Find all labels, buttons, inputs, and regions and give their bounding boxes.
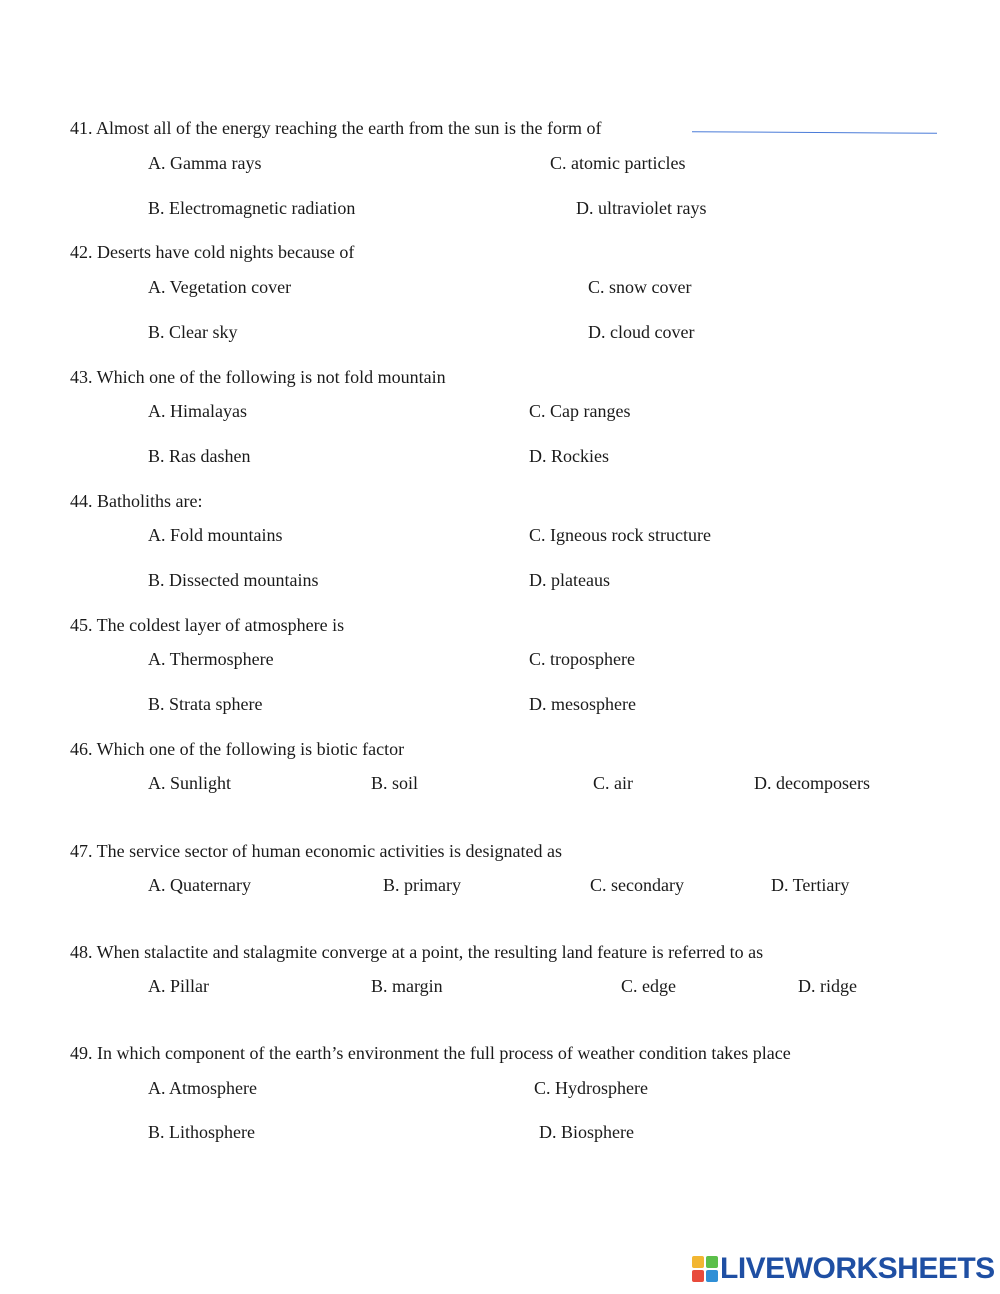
option-42-c: C. snow cover [588, 277, 692, 297]
logo-text: LIVEWORKSHEETS [720, 1252, 995, 1285]
option-45-d: D. mesosphere [529, 694, 636, 714]
option-45-b: B. Strata sphere [148, 694, 263, 714]
question-48: 48. When stalactite and stalagmite converge at a point, the resulting land feature is referred to as [70, 942, 764, 962]
option-46-c: C. air [593, 773, 633, 793]
option-41-c: C. atomic particles [550, 153, 686, 173]
question-45: 45. The coldest layer of atmosphere is [70, 615, 345, 635]
question-41: 41. Almost all of the energy reaching the earth from the sun is the form of [70, 118, 602, 138]
option-43-d: D. Rockies [529, 446, 609, 466]
option-48-d: D. ridge [798, 976, 857, 996]
option-48-b: B. margin [371, 976, 443, 996]
option-46-b: B. soil [371, 773, 419, 793]
option-45-a: A. Thermosphere [148, 649, 274, 669]
option-46-a: A. Sunlight [148, 773, 232, 793]
logo-square-yellow [692, 1256, 704, 1268]
question-49: 49. In which component of the earth’s environment the full process of weather condition takes place [70, 1043, 791, 1063]
question-47: 47. The service sector of human economic activities is designated as [70, 841, 563, 861]
option-41-d: D. ultraviolet rays [576, 198, 707, 218]
option-42-a: A. Vegetation cover [148, 277, 292, 297]
liveworksheets-logo[interactable] [692, 1252, 995, 1286]
question-42: 42. Deserts have cold nights because of [70, 242, 355, 262]
answer-blank-line[interactable] [692, 131, 937, 133]
option-48-a: A. Pillar [148, 976, 209, 996]
question-46: 46. Which one of the following is biotic factor [70, 739, 405, 759]
option-42-d: D. cloud cover [588, 322, 695, 342]
option-41-a: A. Gamma rays [148, 153, 262, 173]
option-44-c: C. Igneous rock structure [529, 525, 711, 545]
question-43: 43. Which one of the following is not fold mountain [70, 367, 446, 387]
logo-grid-icon [692, 1256, 718, 1282]
option-47-b: B. primary [383, 875, 461, 895]
question-44: 44. Batholiths are: [70, 491, 203, 511]
option-44-b: B. Dissected mountains [148, 570, 319, 590]
logo-square-red [692, 1270, 704, 1282]
option-45-c: C. troposphere [529, 649, 635, 669]
option-47-d: D. Tertiary [771, 875, 850, 895]
option-44-a: A. Fold mountains [148, 525, 283, 545]
option-44-d: D. plateaus [529, 570, 610, 590]
option-49-b: B. Lithosphere [148, 1122, 255, 1142]
option-48-c: C. edge [621, 976, 676, 996]
option-43-c: C. Cap ranges [529, 401, 631, 421]
option-43-a: A. Himalayas [148, 401, 247, 421]
option-47-c: C. secondary [590, 875, 684, 895]
logo-square-blue [706, 1270, 718, 1282]
option-43-b: B. Ras dashen [148, 446, 251, 466]
option-46-d: D. decomposers [754, 773, 870, 793]
option-41-b: B. Electromagnetic radiation [148, 198, 356, 218]
logo-square-green [706, 1256, 718, 1268]
option-49-c: C. Hydrosphere [534, 1078, 648, 1098]
option-47-a: A. Quaternary [148, 875, 251, 895]
option-49-d: D. Biosphere [539, 1122, 634, 1142]
option-42-b: B. Clear sky [148, 322, 238, 342]
option-49-a: A. Atmosphere [148, 1078, 257, 1098]
